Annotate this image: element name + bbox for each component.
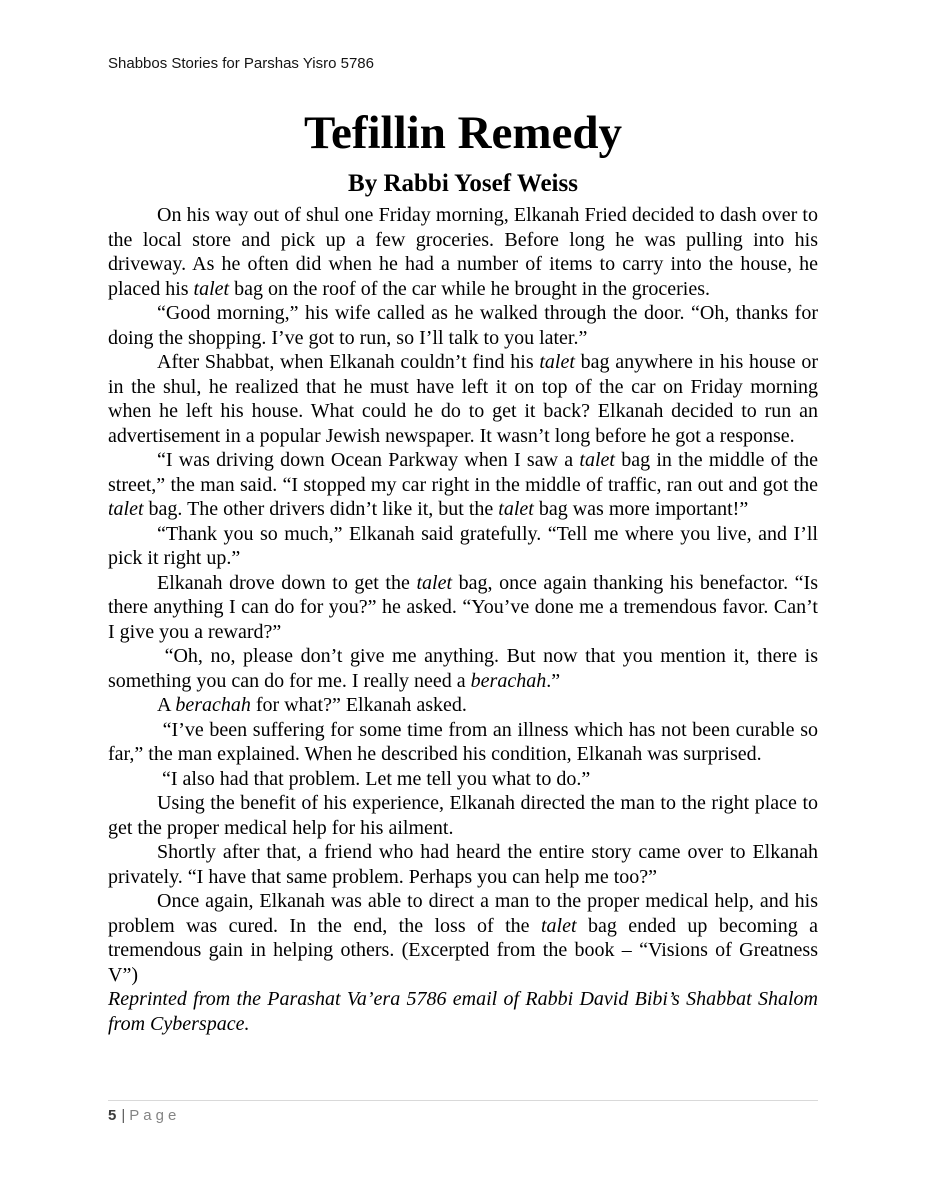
- text-run: Shortly after that, a friend who had heard the entire story came over to Elkanah privately. “I have that same problem. Perhaps you can help me too?”: [108, 841, 818, 888]
- text-run: On his way out of shul one Friday morning, Elkanah Fried decided to dash over to the local store and pick up a few groceries. Before long he was pulling into his driveway. As he often did when he had a number of items to carry into the house, he placed his: [108, 204, 818, 300]
- text-run: “Good morning,” his wife called as he walked through the door. “Oh, thanks for doing the shopping. I’ve got to run, so I’ll talk to you later.”: [108, 302, 818, 349]
- text-run: bag anywhere in his house or in the shul, he realized that he must have left it on top of the car on Friday morning when he left his house. What could he do to get it back? Elkanah decided to run an advertisement in a popular Jewish newspaper. It wasn’t long before he got a response.: [108, 351, 819, 447]
- text-run: After Shabbat, when Elkanah couldn’t find his: [157, 351, 540, 373]
- page-number: 5: [108, 1107, 117, 1124]
- italic-text-run: talet: [193, 277, 230, 300]
- text-run: “I’ve been suffering for some time from an illness which has not been curable so far,” the man explained. When he described his condition, Elkanah was surprised.: [108, 718, 818, 765]
- page-header-text: Shabbos Stories for Parshas Yisro 5786: [108, 55, 374, 72]
- story-paragraph: [108, 571, 818, 645]
- italic-text-run: talet: [498, 498, 534, 520]
- text-run: Elkanah drove down to get the: [157, 571, 417, 594]
- text-run: Once again, Elkanah was able to direct a man to the proper medical help, and his problem was cured. In the end, the loss of the: [108, 890, 818, 937]
- footer-separator: |: [121, 1107, 126, 1124]
- story-paragraph: [108, 693, 818, 718]
- text-run: “Thank you so much,” Elkanah said gratefully. “Tell me where you live, and I’ll pick it right up.”: [108, 522, 818, 569]
- story-paragraph: [108, 350, 818, 448]
- page-footer: [108, 1106, 180, 1126]
- story-paragraph: [108, 203, 818, 301]
- story-paragraph: [108, 767, 818, 792]
- footer-page-label: Page: [129, 1107, 181, 1124]
- italic-text-run: talet: [539, 351, 575, 373]
- italic-text-run: talet: [540, 914, 577, 937]
- story-paragraph: [108, 718, 818, 767]
- text-run: “I also had that problem. Let me tell you what to do.”: [157, 767, 591, 790]
- italic-text-run: talet: [416, 571, 453, 594]
- story-body: [108, 203, 818, 1036]
- text-run: A: [157, 694, 176, 716]
- text-run: “Oh, no, please don’t give me anything. But now that you mention it, there is something you can do for me. I really need a: [108, 645, 818, 692]
- story-byline: By Rabbi Yosef Weiss: [348, 170, 578, 197]
- text-run: bag in the middle of the street,” the man said. “I stopped my car right in the middle of traffic, ran out and got the: [108, 449, 818, 496]
- story-paragraph: [108, 791, 818, 840]
- story-paragraph: [108, 987, 818, 1036]
- story-paragraph: [108, 889, 818, 987]
- text-run: bag ended up becoming a tremendous gain in helping others. (Excerpted from the book – “Visions of Greatness V”): [108, 914, 819, 986]
- story-title: Tefillin Remedy: [303, 107, 623, 159]
- story-paragraph: [108, 840, 818, 889]
- italic-text-run: talet: [108, 498, 144, 520]
- story-paragraph: [108, 301, 818, 350]
- text-run: Using the benefit of his experience, Elkanah directed the man to the right place to get the proper medical help for his ailment.: [108, 792, 818, 839]
- text-run: Reprinted from the Parashat Va’era 5786 email of Rabbi David Bibi’s Shabbat Shalom from Cyberspace.: [108, 988, 818, 1035]
- italic-text-run: berachah: [470, 669, 547, 692]
- italic-text-run: talet: [579, 449, 615, 471]
- text-run: bag. The other drivers didn’t like it, but the: [143, 498, 499, 520]
- text-run: “I was driving down Ocean Parkway when I saw a: [157, 449, 580, 471]
- text-run: bag, once again thanking his benefactor. “Is there anything I can do for you?” he asked. “You’ve done me a tremendous favor. Can’t I give you a reward?”: [108, 571, 819, 643]
- text-run: bag was more important!”: [533, 498, 749, 520]
- story-paragraph: [108, 448, 818, 522]
- story-paragraph: [108, 644, 818, 693]
- footer-divider: [108, 1100, 818, 1101]
- italic-text-run: berachah: [175, 694, 251, 716]
- text-run: for what?” Elkanah asked.: [250, 694, 467, 716]
- text-run: .”: [546, 669, 561, 692]
- text-run: bag on the roof of the car while he brought in the groceries.: [229, 277, 711, 300]
- story-paragraph: [108, 522, 818, 571]
